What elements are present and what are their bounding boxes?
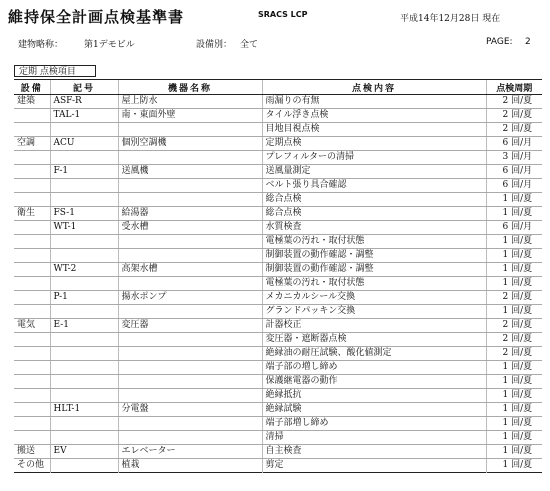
category-cell xyxy=(14,123,50,137)
category-cell: 搬送 xyxy=(14,445,50,459)
period-cell: 2 回/夏 xyxy=(486,347,542,361)
code-cell xyxy=(50,305,118,319)
equipment-name-cell: 植栽 xyxy=(118,459,262,473)
equipment-name-cell: 屋上防水 xyxy=(118,95,262,109)
category-cell xyxy=(14,249,50,263)
page-label: PAGE: xyxy=(486,37,513,47)
code-cell xyxy=(50,333,118,347)
page-title: 維持保全計画点検基準書 xyxy=(8,8,185,26)
table-row xyxy=(14,95,542,109)
building-label: 建物略称： xyxy=(18,40,64,50)
inspection-item-cell: 自主検査 xyxy=(262,445,486,459)
table-row xyxy=(14,459,542,473)
inspection-item-cell: 電極葉の汚れ・取付状態 xyxy=(262,235,486,249)
equipment-name-cell: 揚水ポンプ xyxy=(118,291,262,305)
equipment-name-cell: 高架水槽 xyxy=(118,263,262,277)
inspection-type-tag: 定期 点検項目 xyxy=(14,65,96,77)
equipment-name-cell xyxy=(118,431,262,445)
period-cell: 6 回/月 xyxy=(486,179,542,193)
table-row xyxy=(14,249,542,263)
table-row xyxy=(14,109,542,123)
inspection-item-cell: 総合点検 xyxy=(262,207,486,221)
table-row xyxy=(14,193,542,207)
table-row xyxy=(14,123,542,137)
equipment-name-cell xyxy=(118,277,262,291)
inspection-item-cell: グランドパッキン交換 xyxy=(262,305,486,319)
equipment-label: 設備別： xyxy=(196,40,233,50)
equipment-name-cell xyxy=(118,417,262,431)
table-row xyxy=(14,207,542,221)
period-cell: 1 回/夏 xyxy=(486,361,542,375)
period-cell: 1 回/夏 xyxy=(486,403,542,417)
equipment-value: 全て xyxy=(240,40,259,50)
inspection-item-cell: 水質検査 xyxy=(262,221,486,235)
code-cell xyxy=(50,151,118,165)
table-row xyxy=(14,445,542,459)
period-cell: 1 回/夏 xyxy=(486,431,542,445)
code-cell: WT-1 xyxy=(50,221,118,235)
inspection-item-cell: 剪定 xyxy=(262,459,486,473)
table-row xyxy=(14,375,542,389)
equipment-name-cell xyxy=(118,389,262,403)
category-cell xyxy=(14,403,50,417)
inspection-item-cell: 端子部の増し締め xyxy=(262,361,486,375)
table-row xyxy=(14,361,542,375)
category-cell xyxy=(14,277,50,291)
category-cell: 空調 xyxy=(14,137,50,151)
table-row xyxy=(14,319,542,333)
code-cell xyxy=(50,417,118,431)
category-cell xyxy=(14,361,50,375)
code-cell: ACU xyxy=(50,137,118,151)
category-cell xyxy=(14,431,50,445)
code-cell xyxy=(50,277,118,291)
equipment-name-cell xyxy=(118,249,262,263)
category-cell xyxy=(14,263,50,277)
inspection-item-cell: プレフィルターの清掃 xyxy=(262,151,486,165)
equipment-name-cell xyxy=(118,179,262,193)
equipment-name-cell: 受水槽 xyxy=(118,221,262,235)
equipment-name-cell xyxy=(118,193,262,207)
inspection-item-cell: 絶縁抵抗 xyxy=(262,389,486,403)
period-cell: 1 回/夏 xyxy=(486,277,542,291)
code-cell xyxy=(50,235,118,249)
code-cell: TAL-1 xyxy=(50,109,118,123)
equipment-name-cell xyxy=(118,235,262,249)
period-cell: 2 回/夏 xyxy=(486,109,542,123)
period-cell: 2 回/夏 xyxy=(486,123,542,137)
inspection-item-cell: 絶縁油の耐圧試験、酸化値測定 xyxy=(262,347,486,361)
inspection-item-cell: 定期点検 xyxy=(262,137,486,151)
period-cell: 6 回/月 xyxy=(486,165,542,179)
period-cell: 1 回/夏 xyxy=(486,445,542,459)
inspection-table xyxy=(14,79,542,473)
equipment-name-cell xyxy=(118,305,262,319)
category-cell xyxy=(14,151,50,165)
code-cell xyxy=(50,459,118,473)
category-cell: その他 xyxy=(17,460,45,470)
category-cell xyxy=(14,417,50,431)
code-cell: EV xyxy=(50,445,118,459)
equipment-name-cell: 南・東面外壁 xyxy=(118,109,262,123)
column-header-equipment-name: 機器名称 xyxy=(118,80,262,95)
equipment-name-cell: 個別空調機 xyxy=(118,137,262,151)
category-cell xyxy=(14,305,50,319)
period-cell: 6 回/月 xyxy=(486,137,542,151)
category-cell: 衛生 xyxy=(14,207,50,221)
code-cell: HLT-1 xyxy=(50,403,118,417)
column-header-category: 設備 xyxy=(14,80,50,95)
column-header-period: 点検周期 xyxy=(486,80,542,95)
period-cell: 1 回/夏 xyxy=(486,417,542,431)
period-cell: 1 回/夏 xyxy=(486,375,542,389)
inspection-item-cell: ベルト張り具合確認 xyxy=(262,179,486,193)
table-row xyxy=(14,179,542,193)
table-row xyxy=(14,151,542,165)
table-row xyxy=(14,403,542,417)
inspection-item-cell: 制御装置の動作確認・調整 xyxy=(262,249,486,263)
code-cell: WT-2 xyxy=(50,263,118,277)
category-cell xyxy=(14,347,50,361)
category-cell: 電気 xyxy=(14,319,50,333)
category-cell: 建築 xyxy=(14,95,50,109)
equipment-name-cell: 変圧器 xyxy=(118,319,262,333)
equipment-name-cell: 分電盤 xyxy=(118,403,262,417)
table-row xyxy=(14,431,542,445)
inspection-item-cell: 制御装置の動作確認・調整 xyxy=(262,263,486,277)
table-row xyxy=(14,137,542,151)
period-cell: 2 回/夏 xyxy=(486,291,542,305)
category-cell xyxy=(14,179,50,193)
period-cell: 2 回/夏 xyxy=(486,95,542,109)
inspection-item-cell: タイル浮き点検 xyxy=(262,109,486,123)
column-header-inspection-item: 点検内容 xyxy=(262,80,486,95)
equipment-name-cell xyxy=(118,361,262,375)
equipment-name-cell: 給湯器 xyxy=(118,207,262,221)
table-row xyxy=(14,235,542,249)
category-cell xyxy=(14,193,50,207)
inspection-item-cell: 保護継電器の動作 xyxy=(262,375,486,389)
report-date: 平成14年12月28日 現在 xyxy=(400,14,501,24)
column-header-code: 記号 xyxy=(50,80,118,95)
table-header-row xyxy=(14,80,542,95)
period-cell: 1 回/夏 xyxy=(486,389,542,403)
code-cell xyxy=(50,389,118,403)
table-row xyxy=(14,389,542,403)
table-row xyxy=(14,277,542,291)
table-row xyxy=(14,305,542,319)
inspection-item-cell: 変圧器・遮断器点検 xyxy=(262,333,486,347)
category-cell xyxy=(14,291,50,305)
inspection-item-cell: 絶縁試験 xyxy=(262,403,486,417)
table-row xyxy=(14,221,542,235)
category-cell xyxy=(14,333,50,347)
period-cell: 1 回/夏 xyxy=(486,207,542,221)
code-cell: P-1 xyxy=(50,291,118,305)
inspection-item-cell: 総合点検 xyxy=(262,193,486,207)
period-cell: 2 回/夏 xyxy=(486,333,542,347)
category-cell xyxy=(14,375,50,389)
period-cell: 2 回/夏 xyxy=(486,319,542,333)
equipment-name-cell xyxy=(118,123,262,137)
equipment-name-cell: エレベーター xyxy=(118,445,262,459)
table-row xyxy=(14,417,542,431)
code-cell xyxy=(50,179,118,193)
code-cell xyxy=(50,249,118,263)
equipment-name-cell xyxy=(118,375,262,389)
table-row xyxy=(14,333,542,347)
page-number: 2 xyxy=(525,37,531,47)
code-cell xyxy=(50,375,118,389)
period-cell: 1 回/夏 xyxy=(486,305,542,319)
inspection-item-cell: 送風量測定 xyxy=(262,165,486,179)
building-value: 第1デモビル xyxy=(84,40,135,50)
category-cell xyxy=(14,165,50,179)
inspection-item-cell: 雨漏りの有無 xyxy=(262,95,486,109)
table-row xyxy=(14,165,542,179)
period-cell: 1 回/夏 xyxy=(486,235,542,249)
code-cell: F-1 xyxy=(50,165,118,179)
code-cell xyxy=(50,347,118,361)
inspection-item-cell: 清掃 xyxy=(262,431,486,445)
inspection-item-cell: 端子部増し締め xyxy=(262,417,486,431)
table-row xyxy=(14,291,542,305)
code-cell: FS-1 xyxy=(50,207,118,221)
category-cell xyxy=(14,389,50,403)
category-cell xyxy=(14,109,50,123)
code-cell xyxy=(50,123,118,137)
period-cell: 1 回/夏 xyxy=(486,249,542,263)
period-cell: 1 回/夏 xyxy=(486,193,542,207)
period-cell: 1 回/夏 xyxy=(486,263,542,277)
category-cell xyxy=(14,221,50,235)
code-cell xyxy=(50,431,118,445)
code-cell xyxy=(50,193,118,207)
period-cell: 1 回/夏 xyxy=(486,459,542,473)
table-row xyxy=(14,263,542,277)
inspection-item-cell: メカニカルシール交換 xyxy=(262,291,486,305)
code-cell xyxy=(50,361,118,375)
period-cell: 3 回/月 xyxy=(486,151,542,165)
equipment-name-cell xyxy=(118,151,262,165)
table-row xyxy=(14,347,542,361)
system-name: SRACS LCP xyxy=(258,10,308,19)
code-cell: ASF-R xyxy=(50,95,118,109)
period-cell: 6 回/月 xyxy=(486,221,542,235)
equipment-name-cell xyxy=(118,347,262,361)
inspection-item-cell: 目地目視点検 xyxy=(262,123,486,137)
inspection-item-cell: 計器校正 xyxy=(262,319,486,333)
inspection-item-cell: 電極葉の汚れ・取付状態 xyxy=(262,277,486,291)
code-cell: E-1 xyxy=(50,319,118,333)
equipment-name-cell: 送風機 xyxy=(118,165,262,179)
category-cell xyxy=(14,235,50,249)
equipment-name-cell xyxy=(118,333,262,347)
